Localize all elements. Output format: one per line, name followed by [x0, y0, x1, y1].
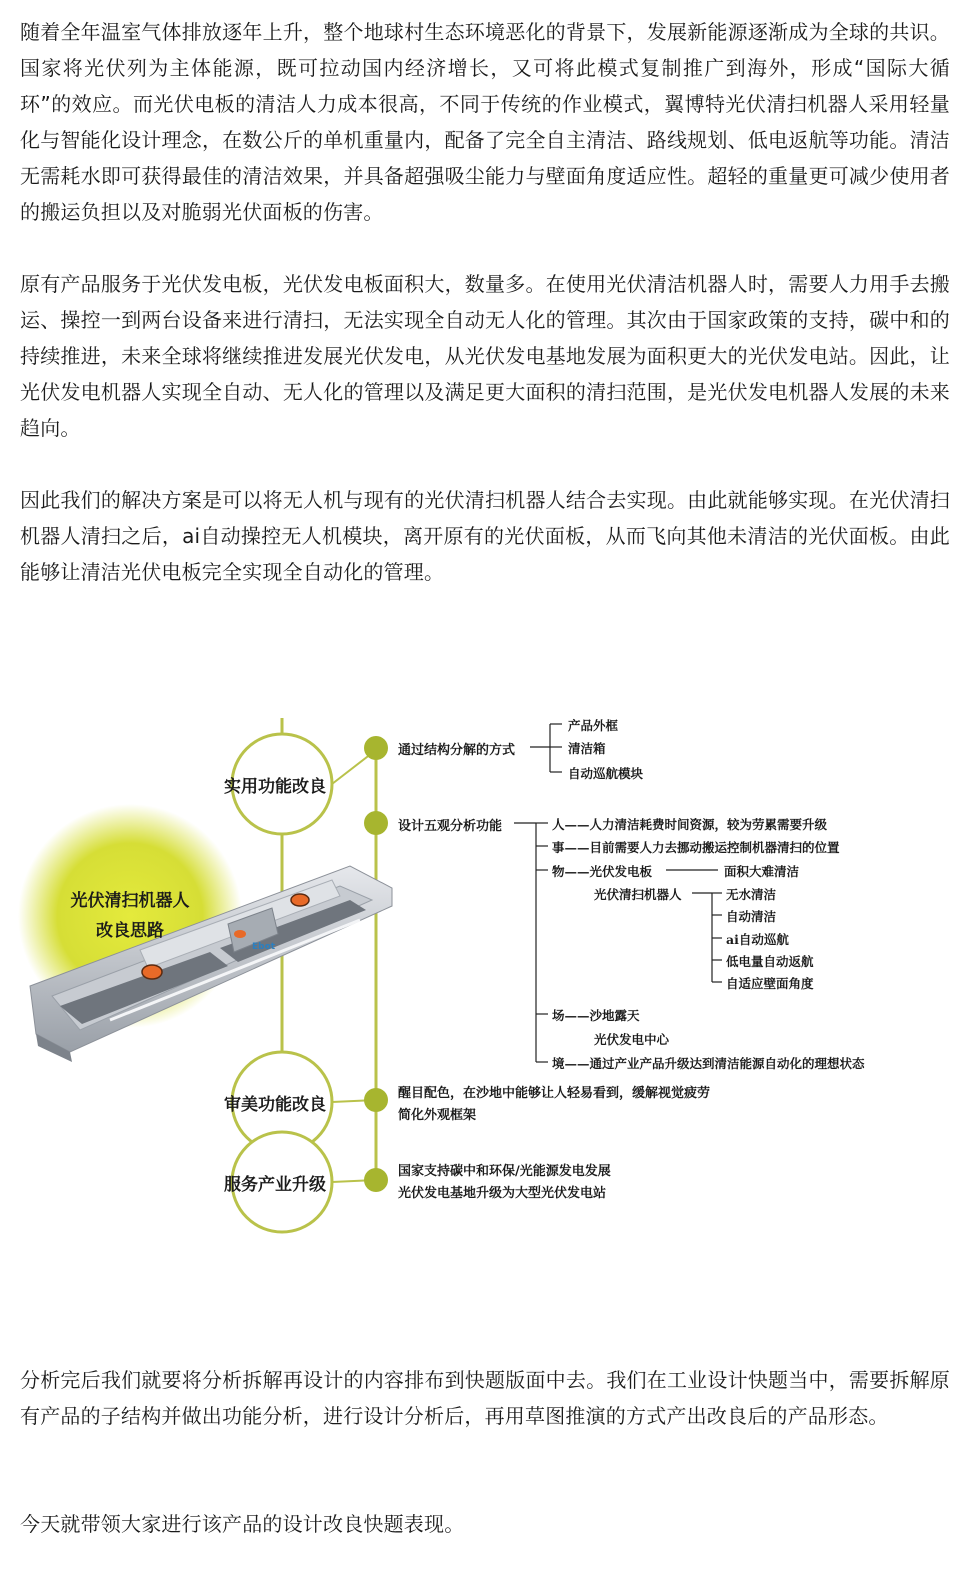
dot-service: [364, 1168, 388, 1192]
dot-aesthetic: [364, 1088, 388, 1112]
view-object-note: 面积大难清洁: [724, 864, 800, 879]
ring-label-aesthetic: 审美功能改良: [224, 1095, 326, 1115]
diagram-title-line1: 光伏清扫机器人: [70, 891, 190, 911]
branch-structure: 通过结构分解的方式: [398, 743, 516, 758]
closing-paragraph: 今天就带领大家进行该产品的设计改良快题表现。: [20, 1512, 465, 1536]
problem-paragraph: 原有产品服务于光伏发电板，光伏发电板面积大，数量多。在使用光伏清洁机器人时，需要人力用手去搬运、操控一到两台设备来进行清扫，无法实现全自动无人化的管理。其次由于国家政策的支持，碳中和的持续推进，未来全球将继续推进发展光伏发电，从光伏发电基地发展为面积更大的光伏发电站。因此，让光伏发电机器人实现全自动、无人化的管理以及满足更大面积的清扫范围，是光伏发电机器人发展的未来趋向。: [20, 272, 950, 440]
view-field-2: 光伏发电中心: [594, 1032, 670, 1047]
layout-paragraph: 分析完后我们就要将分析拆解再设计的内容排布到快题版面中去。我们在工业设计快题当中，需要拆解原有产品的子结构并做出功能分析，进行设计分析后，再用草图推演的方式产出改良后的产品形态。: [20, 1368, 950, 1428]
dot-structure: [364, 736, 388, 760]
diagram-title-line2: 改良思路: [96, 921, 164, 941]
service-item: 光伏发电基地升级为大型光伏发电站: [398, 1186, 607, 1201]
aesthetic-item: 简化外观框架: [398, 1108, 477, 1123]
intro-paragraph: 随着全年温室气体排放逐年上升，整个地球村生态环境恶化的背景下，发展新能源逐渐成为全球的共识。国家将光伏列为主体能源，既可拉动国内经济增长，又可将此模式复制推广到海外，形成“国际大循环”的效应。而光伏电板的清洁人力成本很高，不同于传统的作业模式，翼博特光伏清扫机器人采用轻量化与智能化设计理念，在数公斤的单机重量内，配备了完全自主清洁、路线规划、低电返航等功能。清洁无需耗水即可获得最佳的清洁效果，并具备超强吸尘能力与壁面角度适应性。超轻的重量更可减少使用者的搬运负担以及对脆弱光伏面板的伤害。: [20, 20, 950, 224]
solution-paragraph: 因此我们的解决方案是可以将无人机与现有的光伏清扫机器人结合去实现。由此就能够实现。在光伏清扫机器人清扫之后，ai自动操控无人机模块，离开原有的光伏面板，从而飞向其他未清洁的光伏面板。由此能够让清洁光伏电板完全实现全自动化的管理。: [20, 488, 950, 584]
dot-five-views: [364, 811, 388, 835]
branch-five-views: 设计五观分析功能: [398, 819, 503, 834]
view-robot: 光伏清扫机器人: [594, 887, 682, 902]
ring-label-service: 服务产业升级: [224, 1175, 326, 1195]
robot-item: 自适应壁面角度: [726, 976, 814, 991]
view-object: 物——光伏发电板: [552, 864, 653, 879]
aesthetic-item: 醒目配色，在沙地中能够让人轻易看到，缓解视觉疲劳: [398, 1086, 711, 1101]
view-field: 场——沙地露天: [552, 1008, 640, 1023]
service-item: 国家支持碳中和环保/光能源发电发展: [398, 1164, 611, 1179]
product-logo: Ebot: [252, 942, 276, 952]
improvement-mindmap: [0, 690, 964, 1250]
view-person: 人——人力清洁耗费时间资源，较为劳累需要升级: [552, 817, 828, 832]
robot-item: 低电量自动返航: [726, 954, 814, 969]
view-matter: 事——目前需要人力去挪动搬运控制机器清扫的位置: [552, 840, 840, 855]
robot-item: ai自动巡航: [726, 932, 789, 947]
robot-item: 无水清洁: [726, 887, 777, 902]
view-environment: 境——通过产业产品升级达到清洁能源自动化的理想状态: [552, 1056, 865, 1071]
ring-label-practical: 实用功能改良: [224, 777, 326, 797]
structure-item: 自动巡航模块: [568, 766, 644, 781]
structure-item: 清洁箱: [568, 741, 606, 756]
diagram-title: [30, 886, 230, 946]
robot-item: 自动清洁: [726, 909, 777, 924]
structure-item: 产品外框: [568, 718, 619, 733]
